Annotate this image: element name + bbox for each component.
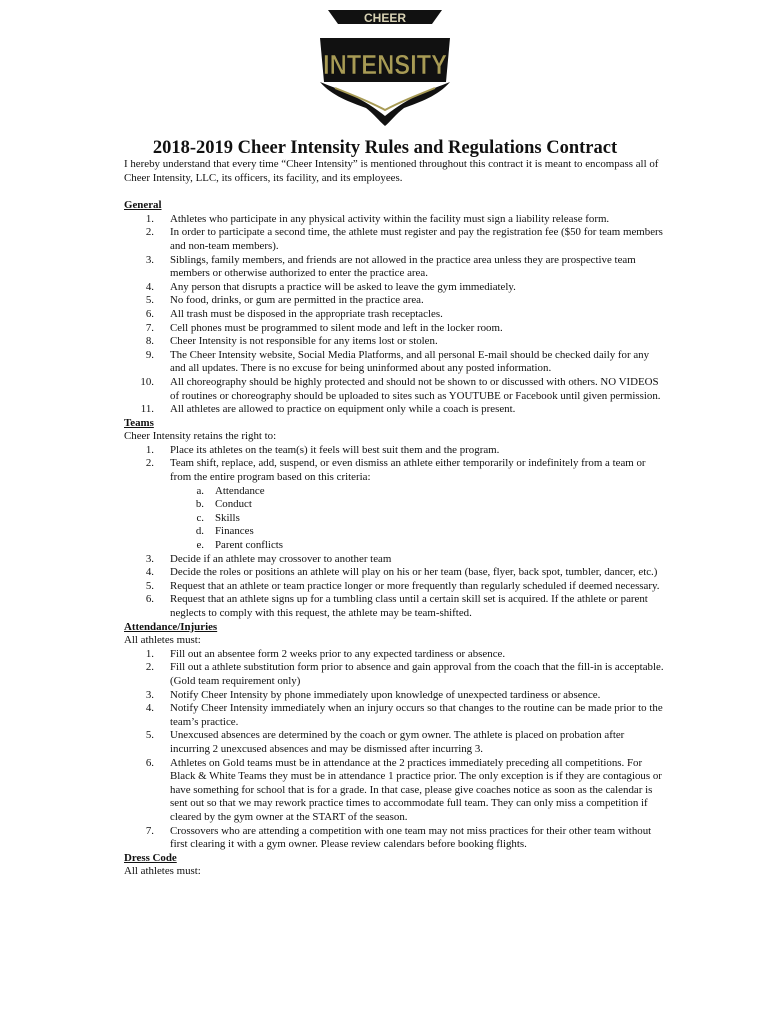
list-item: c. Skills: [196, 511, 240, 524]
teams-rules-list: [124, 444, 664, 485]
list-item: 7. Crossovers who are attending a competition with one team may not miss practices for their other team without first clearing it with a gym owner. Please review calendars before booking flights.: [145, 824, 652, 851]
general-rules-list: [124, 213, 664, 417]
attendance-rules-list: [124, 648, 664, 852]
intro-paragraph: I hereby understand that every time “Cheer Intensity” is mentioned throughout this contract it is meant to encompass all of Cheer Intensity, LLC, its officers, its facility, and its employees.: [124, 158, 659, 184]
list-item: 2. In order to participate a second time, the athlete must register and pay the registration fee ($50 for team members and non-team members).: [145, 226, 663, 252]
list-item: 1. Fill out an absentee form 2 weeks prior to any expected tardiness or absence.: [145, 647, 506, 660]
list-item: 5. Unexcused absences are determined by the coach or gym owner. The athlete is placed on probation after incurring 2 unexcused absences and may be dismissed after incurring 3.: [145, 729, 625, 755]
teams-rules-list-continued: [124, 553, 664, 621]
list-item: 2. Team shift, replace, add, suspend, or even dismiss an athlete either temporarily or indefinitely from a team or from the entire program based on this criteria:: [145, 457, 646, 484]
list-item: 2. Fill out a athlete substitution form prior to absence and gain approval from the coach that the fill-in is acceptable. (Gold team requirement only): [145, 661, 664, 687]
list-item: 5. Request that an athlete or team practice longer or more frequently than regularly scheduled if deemed necessary.: [145, 579, 660, 592]
list-item: 6. Athletes on Gold teams must be in attendance at the 2 practices immediately preceding all competitions. For Black & White Teams they must be in attendance 1 practice prior. The only exception is if they are contagious or have something for school that is for a grade. In that case, please give coaches notice as soon as the calendar is sent out so that we may rework practice times to accommodate full team. They can only miss a competition if cleared by the gym owner at the START of the season.: [145, 756, 662, 823]
list-item: 3. Notify Cheer Intensity by phone immediately upon knowledge of unexpected tardiness or absence.: [145, 688, 601, 701]
section-heading-attendance: Attendance/Injuries: [124, 620, 218, 633]
list-item: 1. Athletes who participate in any physical activity within the facility must sign a liability release form.: [145, 212, 610, 225]
section-heading-general: General: [124, 199, 162, 212]
list-item: 1. Place its athletes on the team(s) it feels will best suit them and the program.: [145, 443, 500, 456]
list-item: 7. Cell phones must be programmed to silent mode and left in the locker room.: [145, 321, 503, 334]
list-item: a. Attendance: [196, 484, 265, 497]
list-item: 4. Notify Cheer Intensity immediately when an injury occurs so that changes to the routine can be made prior to the team’s practice.: [145, 702, 663, 728]
dress-code-lead: All athletes must:: [124, 865, 201, 878]
section-heading-teams: Teams: [124, 416, 154, 429]
list-item: e. Parent conflicts: [196, 539, 284, 552]
contract-body: [124, 158, 664, 879]
list-item: 6. Request that an athlete signs up for a tumbling class until a certain skill set is acquired. If the athlete or parent neglects to comply with this request, the athlete may be team-shifted.: [145, 593, 648, 619]
teams-lead: Cheer Intensity retains the right to:: [124, 430, 277, 443]
list-item: 10. All choreography should be highly protected and should not be shown to or discussed with others. NO VIDEOS of routines or choreography should be uploaded to sites such as YOUTUBE or Facebook until given permission.: [140, 375, 661, 402]
cheer-intensity-logo: [300, 4, 470, 128]
svg-text:CHEER: CHEER: [363, 11, 407, 25]
list-item: 9. The Cheer Intensity website, Social Media Platforms, and all personal E-mail should be checked daily for any and all updates. There is no excuse for being uninformed about any posted information.: [145, 348, 650, 375]
list-item: 3. Siblings, family members, and friends are not allowed in the practice area unless they are prospective team members or otherwise authorized to enter the practice area.: [145, 253, 636, 280]
page-title: 2018-2019 Cheer Intensity Rules and Regulations Contract: [152, 138, 618, 158]
attendance-lead: All athletes must:: [124, 634, 201, 647]
list-item: 5. No food, drinks, or gum are permitted in the practice area.: [145, 294, 424, 307]
list-item: b. Conduct: [195, 498, 252, 511]
list-item: 6. All trash must be disposed in the appropriate trash receptacles.: [145, 307, 443, 320]
svg-text:INTENSITY: INTENSITY: [323, 49, 448, 80]
list-item: d. Finances: [195, 525, 254, 538]
list-item: 8. Cheer Intensity is not responsible for any items lost or stolen.: [145, 335, 438, 348]
list-item: 11. All athletes are allowed to practice on equipment only while a coach is present.: [140, 403, 516, 416]
team-criteria-list: [124, 485, 664, 553]
list-item: 4. Any person that disrupts a practice will be asked to leave the gym immediately.: [145, 280, 516, 293]
list-item: 4. Decide the roles or positions an athlete will play on his or her team (base, flyer, back spot, tumbler, dancer, etc.): [145, 566, 658, 579]
section-heading-dress-code: Dress Code: [124, 851, 177, 864]
list-item: 3. Decide if an athlete may crossover to another team: [145, 552, 392, 565]
